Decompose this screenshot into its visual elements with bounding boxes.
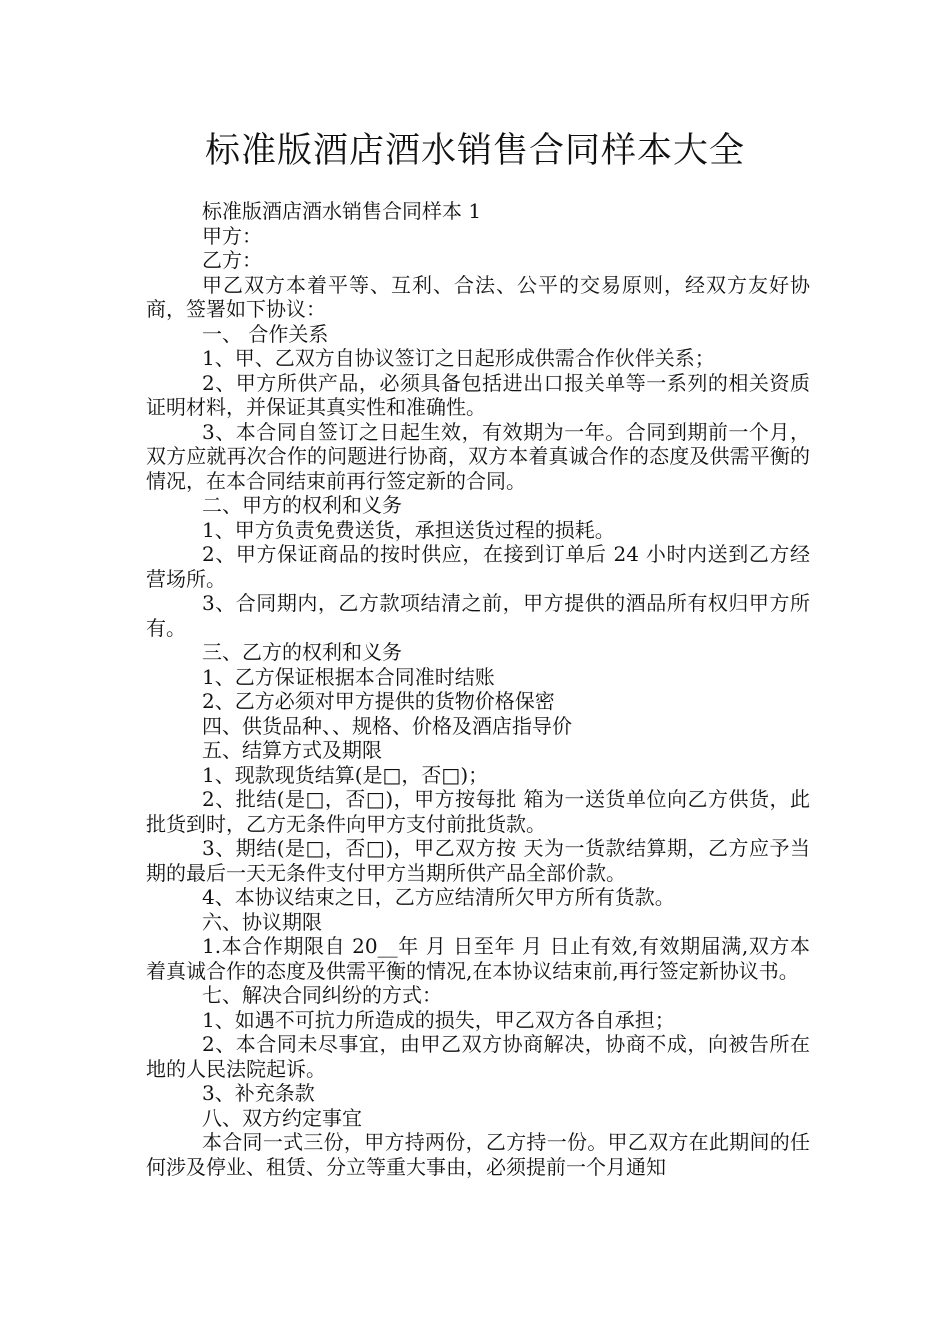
paragraph: 2、甲方保证商品的按时供应，在接到订单后 24 小时内送到乙方经营场所。 — [146, 542, 810, 591]
paragraph: 2、批结(是□，否□)，甲方按每批 箱为一送货单位向乙方供货，此批货到时，乙方无条件向甲方支付前批货款。 — [146, 787, 810, 836]
paragraph: 4、本协议结束之日，乙方应结清所欠甲方所有货款。 — [202, 885, 675, 909]
paragraph: 标准版酒店酒水销售合同样本 1 — [202, 199, 482, 223]
section-heading: 七、解决合同纠纷的方式： — [202, 983, 442, 1007]
paragraph: 本合同一式三份，甲方持两份，乙方持一份。甲乙双方在此期间的任何涉及停业、租赁、分立等重大事由，必须提前一个月通知 — [146, 1130, 810, 1179]
section-heading: 三、乙方的权利和义务 — [202, 640, 402, 664]
section-heading: 六、协议期限 — [202, 909, 322, 934]
paragraph: 3、本合同自签订之日起生效，有效期为一年。合同到期前一个月，双方应就再次合作的问题进行协商，双方本着真诚合作的态度及供需平衡的情况，在本合同结束前再行签定新的合同。 — [146, 419, 810, 493]
section-heading: 一、 合作关系 — [202, 321, 329, 346]
paragraph: 1.本合作期限自 20__年 月 日至年 月 日止有效,有效期届满,双方本着真诚合作的态度及供需平衡的情况,在本协议结束前,再行签定新协议书。 — [146, 934, 810, 983]
paragraph: 1、乙方保证根据本合同准时结账 — [202, 664, 495, 689]
paragraph: 1、甲方负责免费送货，承担送货过程的损耗。 — [202, 517, 615, 542]
paragraph: 乙方： — [202, 248, 262, 272]
paragraph: 1、现款现货结算(是□，否□)； — [202, 762, 489, 787]
paragraph: 3、补充条款 — [202, 1081, 315, 1105]
paragraph: 1、甲、乙双方自协议签订之日起形成供需合作伙伴关系； — [202, 346, 715, 370]
section-heading: 二、甲方的权利和义务 — [202, 493, 402, 517]
paragraph: 1、如遇不可抗力所造成的损失，甲乙双方各自承担； — [202, 1007, 675, 1032]
document-title: 标准版酒店酒水销售合同样本大全 — [204, 131, 745, 171]
paragraph: 甲乙双方本着平等、互利、合法、公平的交易原则，经双方友好协商，签署如下协议： — [146, 272, 810, 321]
paragraph: 3、合同期内，乙方款项结清之前，甲方提供的酒品所有权归甲方所有。 — [146, 591, 810, 640]
paragraph: 2、甲方所供产品，必须具备包括进出口报关单等一系列的相关资质证明材料，并保证其真实性和准确性。 — [146, 370, 810, 419]
document-body — [146, 199, 810, 1179]
section-heading: 四、供货品种、、规格、价格及酒店指导价 — [202, 713, 572, 738]
paragraph: 2、本合同未尽事宜，由甲乙双方协商解决，协商不成，向被告所在地的人民法院起诉。 — [146, 1032, 810, 1081]
paragraph: 3、期结(是□，否□)，甲乙双方按 天为一货款结算期，乙方应予当期的最后一天无条件支付甲方当期所供产品全部价款。 — [146, 836, 810, 885]
section-heading: 八、双方约定事宜 — [202, 1105, 362, 1130]
paragraph: 2、乙方必须对甲方提供的货物价格保密 — [202, 689, 555, 713]
paragraph: 甲方： — [202, 223, 262, 248]
section-heading: 五、结算方式及期限 — [202, 738, 382, 762]
